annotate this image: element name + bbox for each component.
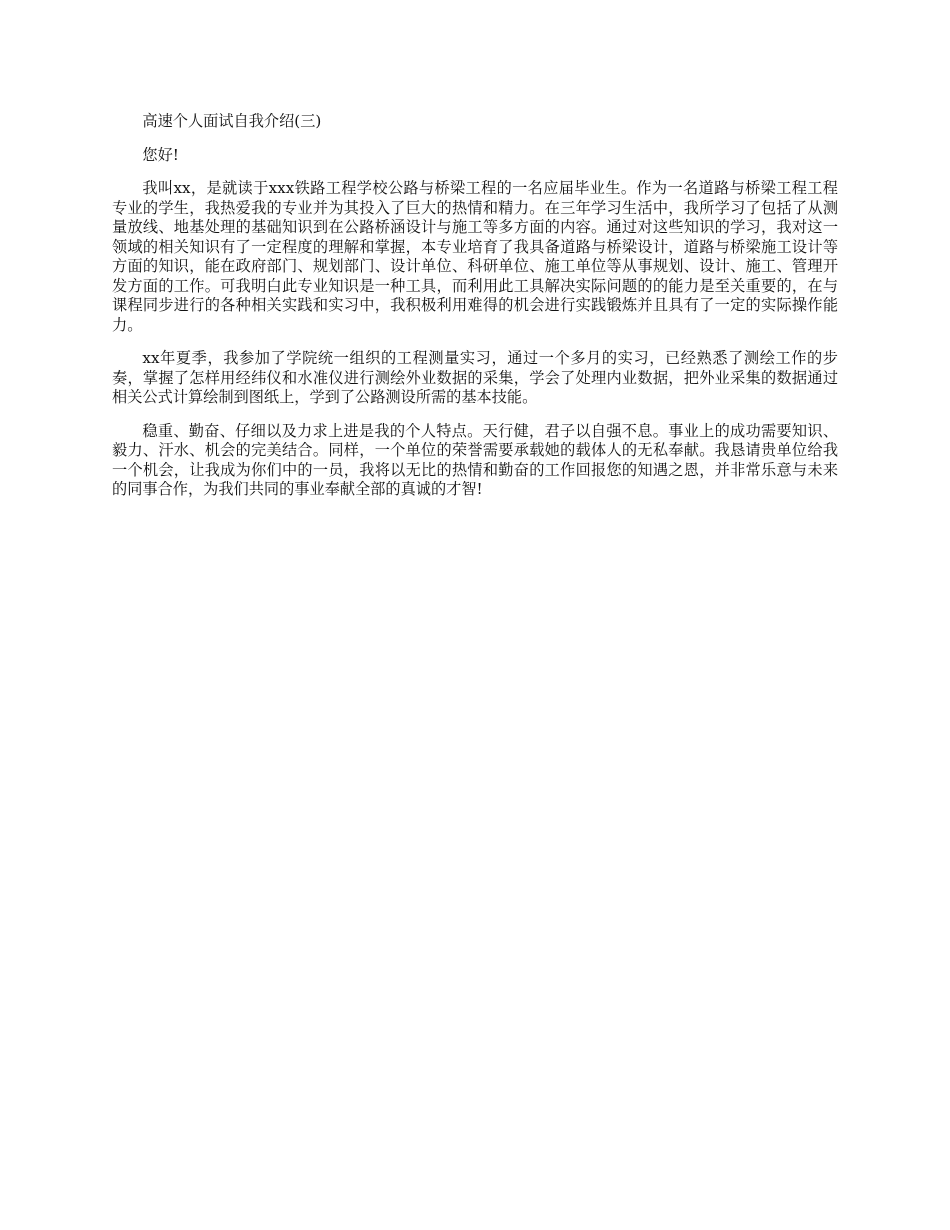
document-page bbox=[112, 112, 838, 514]
greeting: 您好! bbox=[142, 145, 179, 164]
paragraph-2: xx年夏季，我参加了学院统一组织的工程测量实习，通过一个多月的实习，已经熟悉了测绘工作的步奏，掌握了怎样用经纬仪和水准仪进行测绘外业数据的采集，学会了处理内业数据，把外业采集的数据通过相关公式计算绘制到图纸上，学到了公路测设所需的基本技能。 bbox=[112, 349, 838, 406]
document-title: 高速个人面试自我介绍(三) bbox=[142, 112, 322, 130]
paragraph-3: 稳重、勤奋、仔细以及力求上进是我的个人特点。天行健，君子以自强不息。事业上的成功需要知识、毅力、汗水、机会的完美结合。同样，一个单位的荣誉需要承载她的载体人的无私奉献。我恳请贵单位给我一个机会，让我成为你们中的一员，我将以无比的热情和勤奋的工作回报您的知遇之恩，并非常乐意与未来的同事合作，为我们共同的事业奉献全部的真诚的才智! bbox=[112, 421, 838, 498]
paragraph-1: 我叫xx，是就读于xxx铁路工程学校公路与桥梁工程的一名应届毕业生。作为一名道路与桥梁工程工程专业的学生，我热爱我的专业并为其投入了巨大的热情和精力。在三年学习生活中，我所学习了包括了从测量放线、地基处理的基础知识到在公路桥涵设计与施工等多方面的内容。通过对这些知识的学习，我对这一领域的相关知识有了一定程度的理解和掌握，本专业培育了我具备道路与桥梁设计，道路与桥梁施工设计等方面的知识，能在政府部门、规划部门、设计单位、科研单位、施工单位等从事规划、设计、施工、管理开发方面的工作。可我明白此专业知识是一种工具，而利用此工具解决实际问题的的能力是至关重要的，在与课程同步进行的各种相关实践和实习中，我积极利用难得的机会进行实践锻炼并且具有了一定的实际操作能力。 bbox=[112, 179, 838, 334]
